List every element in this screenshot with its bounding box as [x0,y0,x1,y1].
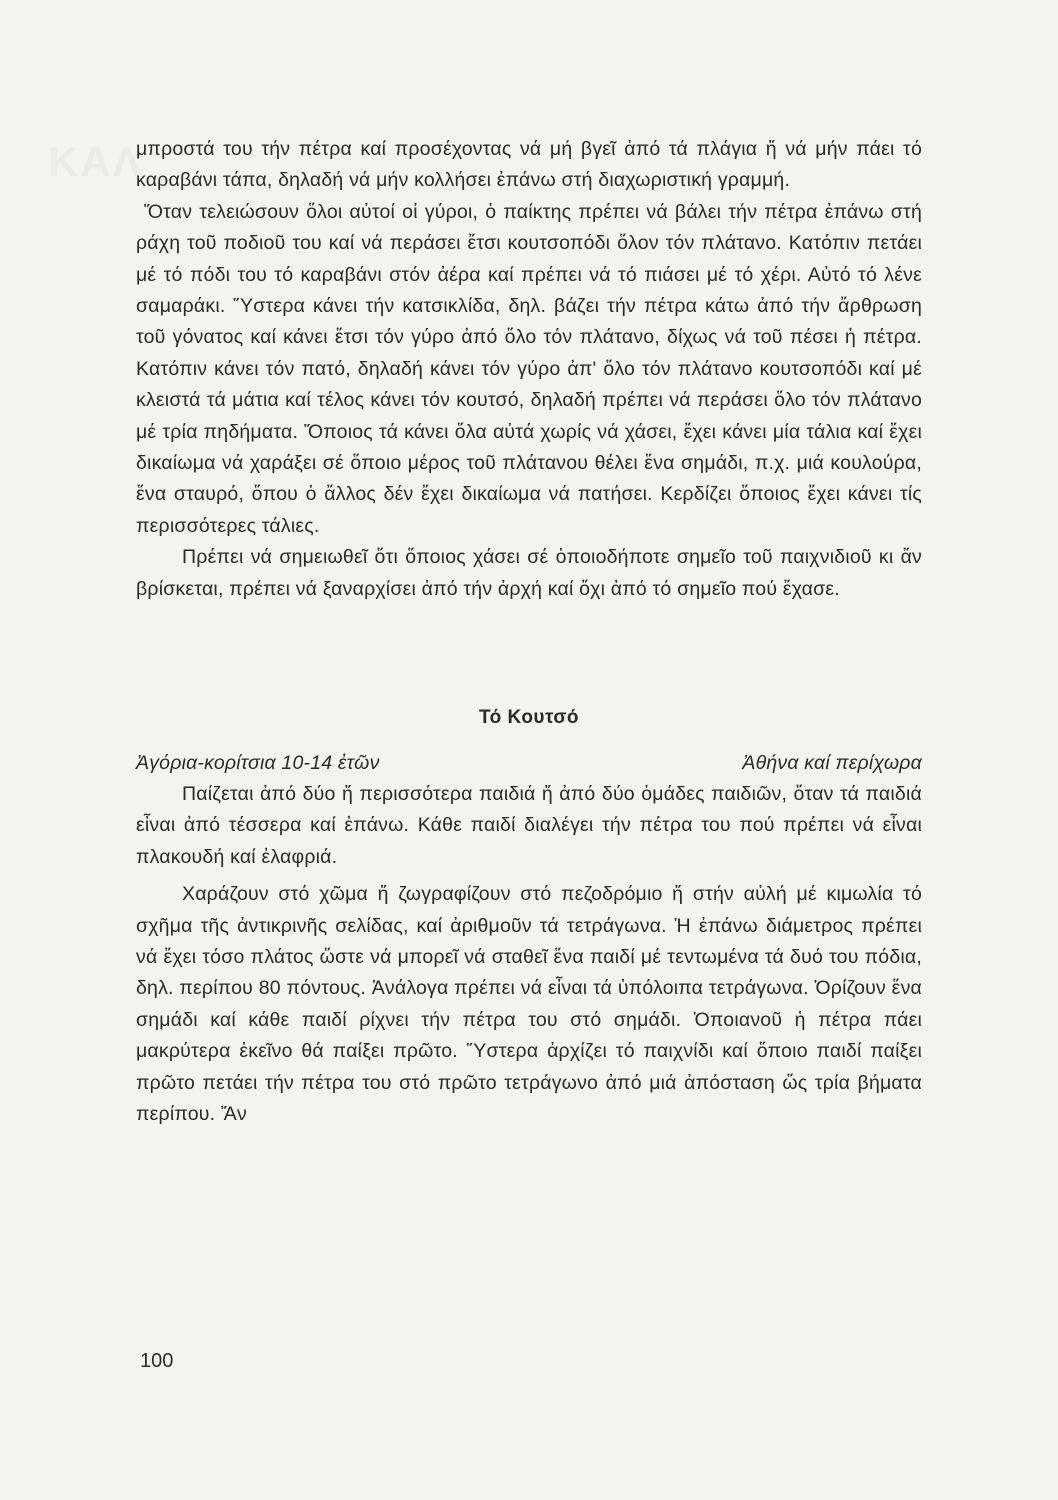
region-label: Ἀθήνα καί περίχωρα [742,751,922,774]
paragraph: Ὅταν τελειώσουν ὅλοι αὐτοί οἱ γύροι, ὁ παίκτης πρέπει νά βάλει τήν πέτρα ἐπάνω στή ράχη τοῦ ποδιοῦ του καί νά περάσει ἔτσι κουτσοπόδι ὅλον τόν πλάτανο. Κατόπιν πετάει μέ τό πόδι του τό καραβάνι στόν ἀέρα καί πρέπει νά τό πιάσει μέ τό χέρι. Αὐτό τό λένε σαμαράκι. Ὕστερα κάνει τήν κατσικλίδα, δηλ. βάζει τήν πέτρα κάτω ἀπό τήν ἄρθρωση τοῦ γόνατος καί κάνει ἔτσι τόν γύρο ἀπό ὅλο τόν πλάτανο, δίχως νά τοῦ πέσει ἡ πέτρα. Κατόπιν κάνει τόν πατό, δηλαδή κάνει τόν γύρο ἀπ' ὅλο τόν πλάτανο κουτσοπόδι καί μέ κλειστά τά μάτια καί τέλος κάνει τόν κουτσό, δηλαδή πρέπει νά περάσει ὅλο τόν πλάτανο μέ τρία πηδήματα. Ὅποιος τά κάνει ὅλα αὐτά χωρίς νά χάσει, ἔχει κάνει μία τάλια καί ἔχει δικαίωμα νά χαράξει σέ ὅποιο μέρος τοῦ πλάτανου θέλει ἕνα σημάδι, π.χ. μιά κουλούρα, ἕνα σταυρό, ὅπου ὁ ἄλλος δέν ἔχει δικαίωμα νά πατήσει. Κερδίζει ὅποιος ἔχει κάνει τίς περισσότερες τάλιες. [136,200,922,537]
page-body [136,134,922,1130]
audience-label: Ἀγόρια-κορίτσια 10-14 ἐτῶν [136,751,380,774]
section-title: Τό Κουτσό [478,707,580,729]
paragraph: Παίζεται ἀπό δύο ἤ περισσότερα παιδιά ἤ ἀπό δύο ὁμάδες παιδιῶν, ὅταν τά παιδιά εἶναι ἀπό τέσσερα καί ἐπάνω. Κάθε παιδί διαλέγει τήν πέτρα του πού πρέπει νά εἶναι πλακουδή καί ἐλαφριά. [136,782,922,868]
paragraph: μπροστά του τήν πέτρα καί προσέχοντας νά μή βγεῖ ἀπό τά πλάγια ἤ νά μήν πάει τό καραβάνι τάπα, δηλαδή νά μήν κολλήσει ἐπάνω στή διαχωριστική γραμμή. [136,138,922,192]
page-number: 100 [140,1350,174,1372]
paragraph: Πρέπει νά σημειωθεῖ ὅτι ὅποιος χάσει σέ ὁποιοδήποτε σημεῖο τοῦ παιχνιδιοῦ κι ἄν βρίσκεται, πρέπει νά ξαναρχίσει ἀπό τήν ἀρχή καί ὄχι ἀπό τό σημεῖο πού ἔχασε. [136,546,922,600]
bleed-through-text: ΚΑΛ [48,138,143,185]
section-subheading [136,748,922,779]
paragraph: Χαράζουν στό χῶμα ἤ ζωγραφίζουν στό πεζοδρόμιο ἤ στήν αὐλή μέ κιμωλία τό σχῆμα τῆς ἀντικρινῆς σελίδας, καί ἀριθμοῦν τά τετράγωνα. Ἡ ἐπάνω διάμετρος πρέπει νά ἔχει τόσο πλάτος ὥστε νά μπορεῖ νά σταθεῖ ἕνα παιδί μέ τεντωμένα τά δυό του πόδια, δηλ. περίπου 80 πόντους. Ἀνάλογα πρέπει νά εἶναι τά ὑπόλοιπα τετράγωνα. Ὁρίζουν ἕνα σημάδι καί κάθε παιδί ρίχνει τήν πέτρα του στό σημάδι. Ὁποιανοῦ ἡ πέτρα πάει μακρύτερα ἐκεῖνο θά παίξει πρῶτο. Ὕστερα ἀρχίζει τό παιχνίδι καί ὅποιο παιδί παίξει πρῶτο πετάει τήν πέτρα του στό πρῶτο τετράγωνο ἀπό μιά ἀπόσταση ὥς τρία βήματα περίπου. Ἄν [136,883,922,1125]
